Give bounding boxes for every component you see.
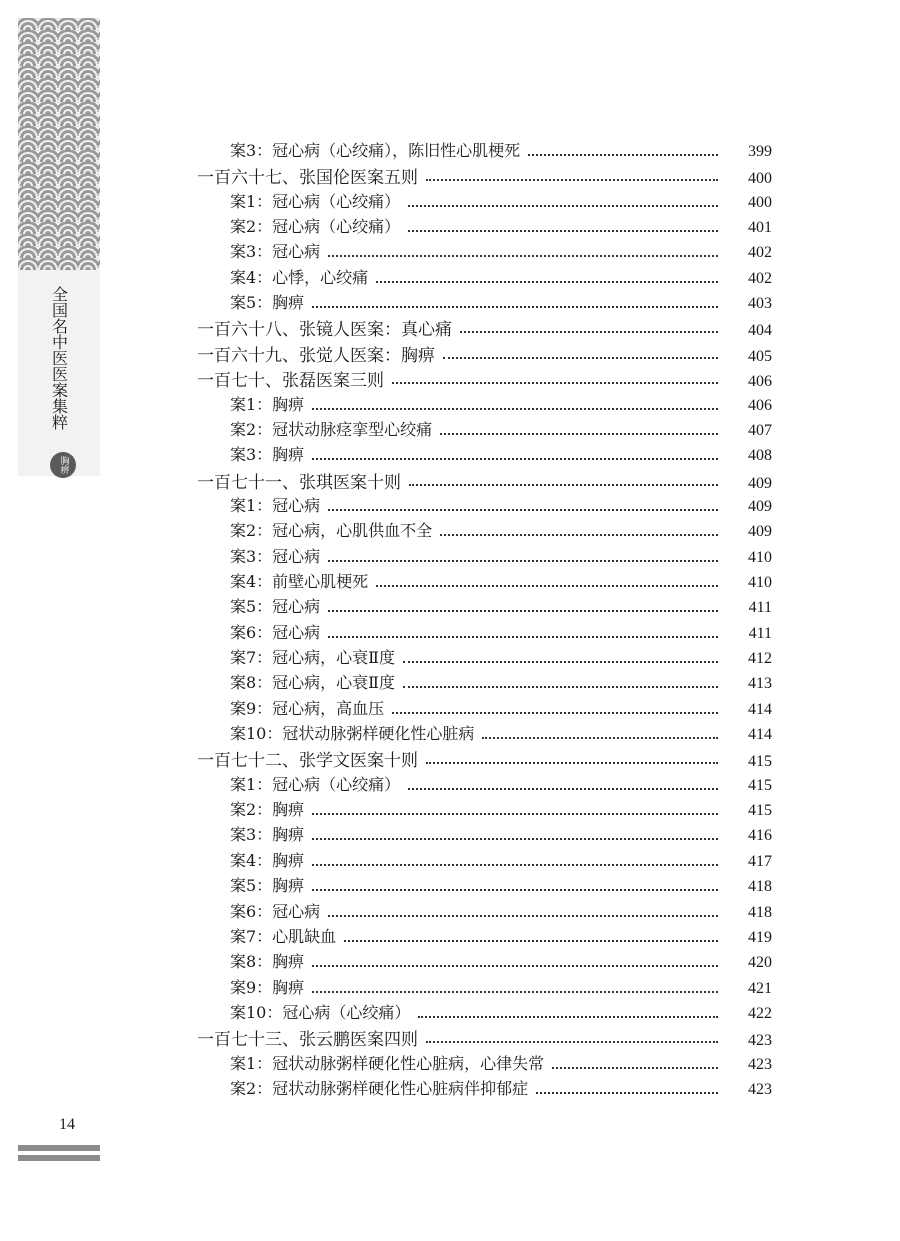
entry-page-number: 400 bbox=[748, 193, 772, 211]
entry-title: 一百六十七、张国伦医案五则 bbox=[197, 168, 418, 189]
toc-case-entry[interactable] bbox=[0, 696, 900, 721]
dot-leader bbox=[312, 889, 718, 891]
entry-title: 案2：冠心病，心肌供血不全 bbox=[230, 521, 433, 541]
entry-page-number: 422 bbox=[748, 1004, 772, 1022]
toc-case-entry[interactable] bbox=[0, 924, 900, 949]
toc-case-entry[interactable] bbox=[0, 670, 900, 695]
entry-page-number: 399 bbox=[748, 143, 772, 160]
entry-title: 案2：冠状动脉粥样硬化性心脏病伴抑郁症 bbox=[230, 1078, 529, 1098]
entry-title: 案7：冠心病，心衰Ⅱ度 bbox=[230, 648, 396, 667]
entry-title: 一百六十八、张镜人医案：真心痛 bbox=[197, 320, 452, 341]
dot-leader bbox=[460, 331, 718, 333]
entry-page-number: 410 bbox=[748, 548, 772, 566]
entry-page-number: 414 bbox=[748, 700, 772, 718]
entry-title: 案1：冠心病（心绞痛） bbox=[230, 774, 401, 794]
book-title: 全国名中医医案集粹 bbox=[49, 286, 69, 430]
entry-page-number: 404 bbox=[748, 322, 772, 340]
dot-leader bbox=[312, 408, 718, 410]
dot-leader bbox=[440, 534, 718, 536]
dot-leader bbox=[328, 915, 718, 917]
entry-title: 一百七十一、张琪医案十则 bbox=[197, 472, 401, 493]
entry-title: 一百六十九、张觉人医案：胸痹 bbox=[197, 345, 435, 366]
dot-leader bbox=[403, 661, 718, 663]
entry-title: 案3：冠心病 bbox=[230, 546, 321, 566]
entry-page-number: 416 bbox=[748, 827, 772, 845]
entry-title: 案2：冠心病（心绞痛） bbox=[230, 217, 401, 237]
dot-leader bbox=[312, 991, 718, 993]
dot-leader bbox=[328, 509, 718, 511]
toc-case-entry[interactable] bbox=[0, 1076, 900, 1101]
toc-case-entry[interactable] bbox=[0, 594, 900, 619]
entry-title: 一百七十三、张云鹏医案四则 bbox=[197, 1030, 418, 1051]
toc-case-entry[interactable] bbox=[0, 822, 900, 847]
dot-leader bbox=[440, 433, 718, 435]
entry-title: 案8：胸痹 bbox=[230, 952, 305, 972]
entry-title: 案6：冠心病 bbox=[230, 622, 321, 642]
dot-leader bbox=[528, 154, 718, 156]
toc-case-entry[interactable] bbox=[0, 772, 900, 797]
entry-title: 案1：胸痹 bbox=[230, 394, 305, 414]
entry-page-number: 402 bbox=[748, 244, 772, 262]
dot-leader bbox=[312, 813, 718, 815]
dot-leader bbox=[408, 205, 718, 207]
entry-title: 案3：冠心病 bbox=[230, 242, 321, 262]
dot-leader bbox=[536, 1092, 718, 1094]
toc-chapter-entry[interactable] bbox=[0, 746, 900, 771]
dot-leader bbox=[312, 965, 718, 967]
dot-leader bbox=[443, 357, 718, 359]
dot-leader bbox=[426, 179, 718, 181]
toc-case-entry[interactable] bbox=[0, 1000, 900, 1025]
entry-page-number: 401 bbox=[748, 219, 772, 237]
entry-title: 案6：冠心病 bbox=[230, 901, 321, 921]
entry-page-number: 405 bbox=[748, 347, 772, 365]
entry-page-number: 411 bbox=[748, 599, 772, 617]
toc-case-entry[interactable] bbox=[0, 214, 900, 239]
entry-page-number: 407 bbox=[748, 421, 772, 439]
entry-title: 案9：冠心病，高血压 bbox=[230, 698, 385, 718]
entry-page-number: 423 bbox=[748, 1080, 772, 1098]
toc-case-entry[interactable] bbox=[0, 975, 900, 1000]
entry-page-number: 418 bbox=[748, 878, 772, 896]
toc-case-entry[interactable] bbox=[0, 442, 900, 467]
entry-title: 案2：胸痹 bbox=[230, 800, 305, 820]
entry-title: 案4：胸痹 bbox=[230, 850, 305, 870]
dot-leader bbox=[403, 686, 718, 688]
dot-leader bbox=[344, 940, 718, 942]
entry-title: 案5：冠心病 bbox=[230, 597, 321, 617]
entry-title: 案5：胸痹 bbox=[230, 293, 305, 313]
toc-case-entry[interactable] bbox=[0, 899, 900, 924]
entry-title: 案1：冠状动脉粥样硬化性心脏病，心律失常 bbox=[230, 1053, 545, 1073]
toc-case-entry[interactable] bbox=[0, 518, 900, 543]
entry-title: 案2：冠状动脉痉挛型心绞痛 bbox=[230, 419, 433, 439]
entry-page-number: 400 bbox=[748, 170, 772, 188]
entry-title: 案7：心肌缺血 bbox=[230, 926, 337, 946]
page-number: 14 bbox=[59, 1116, 75, 1133]
entry-page-number: 409 bbox=[748, 497, 772, 515]
toc-case-entry[interactable] bbox=[0, 1051, 900, 1076]
entry-page-number: 413 bbox=[748, 675, 772, 693]
dot-leader bbox=[328, 610, 718, 612]
entry-title: 一百七十、张磊医案三则 bbox=[197, 371, 384, 392]
toc-case-entry[interactable] bbox=[0, 189, 900, 214]
dot-leader bbox=[552, 1067, 718, 1069]
dot-leader bbox=[312, 306, 718, 308]
dot-leader bbox=[328, 255, 718, 257]
dot-leader bbox=[392, 712, 718, 714]
dot-leader bbox=[426, 1041, 718, 1043]
toc-case-entry[interactable] bbox=[0, 569, 900, 594]
toc-chapter-entry[interactable] bbox=[0, 1025, 900, 1050]
toc-case-entry[interactable] bbox=[0, 949, 900, 974]
entry-title: 案3：胸痹 bbox=[230, 825, 305, 845]
dot-leader bbox=[328, 636, 718, 638]
entry-title: 案3：冠心病（心绞痛），陈旧性心肌梗死 bbox=[230, 141, 521, 160]
entry-page-number: 409 bbox=[748, 523, 772, 541]
toc-case-entry[interactable] bbox=[0, 493, 900, 518]
dot-leader bbox=[392, 382, 718, 384]
toc-chapter-entry[interactable] bbox=[0, 366, 900, 391]
toc-case-entry[interactable] bbox=[0, 848, 900, 873]
dot-leader bbox=[376, 281, 718, 283]
entry-page-number: 402 bbox=[748, 269, 772, 287]
dot-leader bbox=[408, 230, 718, 232]
entry-title: 案4：心悸，心绞痛 bbox=[230, 267, 369, 287]
entry-page-number: 421 bbox=[748, 979, 772, 997]
entry-page-number: 406 bbox=[748, 373, 772, 391]
entry-page-number: 417 bbox=[748, 852, 772, 870]
entry-title: 案8：冠心病，心衰Ⅱ度 bbox=[230, 673, 396, 693]
entry-page-number: 415 bbox=[748, 753, 772, 771]
entry-title: 案9：胸痹 bbox=[230, 977, 305, 997]
entry-page-number: 415 bbox=[748, 802, 772, 820]
entry-page-number: 412 bbox=[748, 650, 772, 667]
entry-page-number: 403 bbox=[748, 295, 772, 313]
dot-leader bbox=[312, 864, 718, 866]
chapter-seal: 胸痹 bbox=[50, 452, 76, 478]
toc-case-entry[interactable] bbox=[0, 417, 900, 442]
dot-leader bbox=[376, 585, 718, 587]
dot-leader bbox=[328, 560, 718, 562]
toc-case-entry[interactable] bbox=[0, 721, 900, 746]
entry-title: 案10：冠心病（心绞痛） bbox=[230, 1002, 411, 1022]
toc-chapter-entry[interactable] bbox=[0, 315, 900, 340]
dot-leader bbox=[408, 788, 718, 790]
entry-page-number: 423 bbox=[748, 1055, 772, 1073]
toc-case-entry[interactable] bbox=[0, 392, 900, 417]
entry-page-number: 414 bbox=[748, 726, 772, 744]
entry-page-number: 418 bbox=[748, 903, 772, 921]
entry-page-number: 409 bbox=[748, 474, 772, 492]
dot-leader bbox=[426, 762, 718, 764]
entry-page-number: 419 bbox=[748, 928, 772, 946]
toc-chapter-entry[interactable] bbox=[0, 163, 900, 188]
entry-page-number: 411 bbox=[748, 624, 772, 642]
dot-leader bbox=[312, 838, 718, 840]
entry-page-number: 408 bbox=[748, 447, 772, 465]
toc-case-entry[interactable] bbox=[0, 265, 900, 290]
dot-leader bbox=[482, 737, 718, 739]
toc-case-entry[interactable] bbox=[0, 290, 900, 315]
entry-title: 案10：冠状动脉粥样硬化性心脏病 bbox=[230, 724, 475, 744]
toc-case-entry[interactable] bbox=[0, 544, 900, 569]
entry-page-number: 406 bbox=[748, 396, 772, 414]
toc-case-entry[interactable] bbox=[0, 645, 900, 670]
entry-title: 案4：前壁心肌梗死 bbox=[230, 571, 369, 591]
toc-chapter-entry[interactable] bbox=[0, 341, 900, 366]
entry-page-number: 410 bbox=[748, 573, 772, 591]
entry-page-number: 423 bbox=[748, 1032, 772, 1050]
toc-case-entry[interactable] bbox=[0, 873, 900, 898]
toc-case-entry[interactable] bbox=[0, 138, 900, 163]
toc-case-entry[interactable] bbox=[0, 239, 900, 264]
toc-chapter-entry[interactable] bbox=[0, 468, 900, 493]
entry-title: 案3：胸痹 bbox=[230, 445, 305, 465]
entry-page-number: 420 bbox=[748, 954, 772, 972]
entry-page-number: 415 bbox=[748, 776, 772, 794]
dot-leader bbox=[409, 484, 718, 486]
entry-title: 案1：冠心病（心绞痛） bbox=[230, 191, 401, 211]
toc-case-entry[interactable] bbox=[0, 797, 900, 822]
entry-title: 案1：冠心病 bbox=[230, 495, 321, 515]
footer-bar bbox=[18, 1145, 100, 1151]
entry-title: 案5：胸痹 bbox=[230, 876, 305, 896]
dot-leader bbox=[418, 1016, 718, 1018]
toc-case-entry[interactable] bbox=[0, 620, 900, 645]
dot-leader bbox=[312, 458, 718, 460]
entry-title: 一百七十二、张学文医案十则 bbox=[197, 751, 418, 772]
footer-bar bbox=[18, 1155, 100, 1161]
